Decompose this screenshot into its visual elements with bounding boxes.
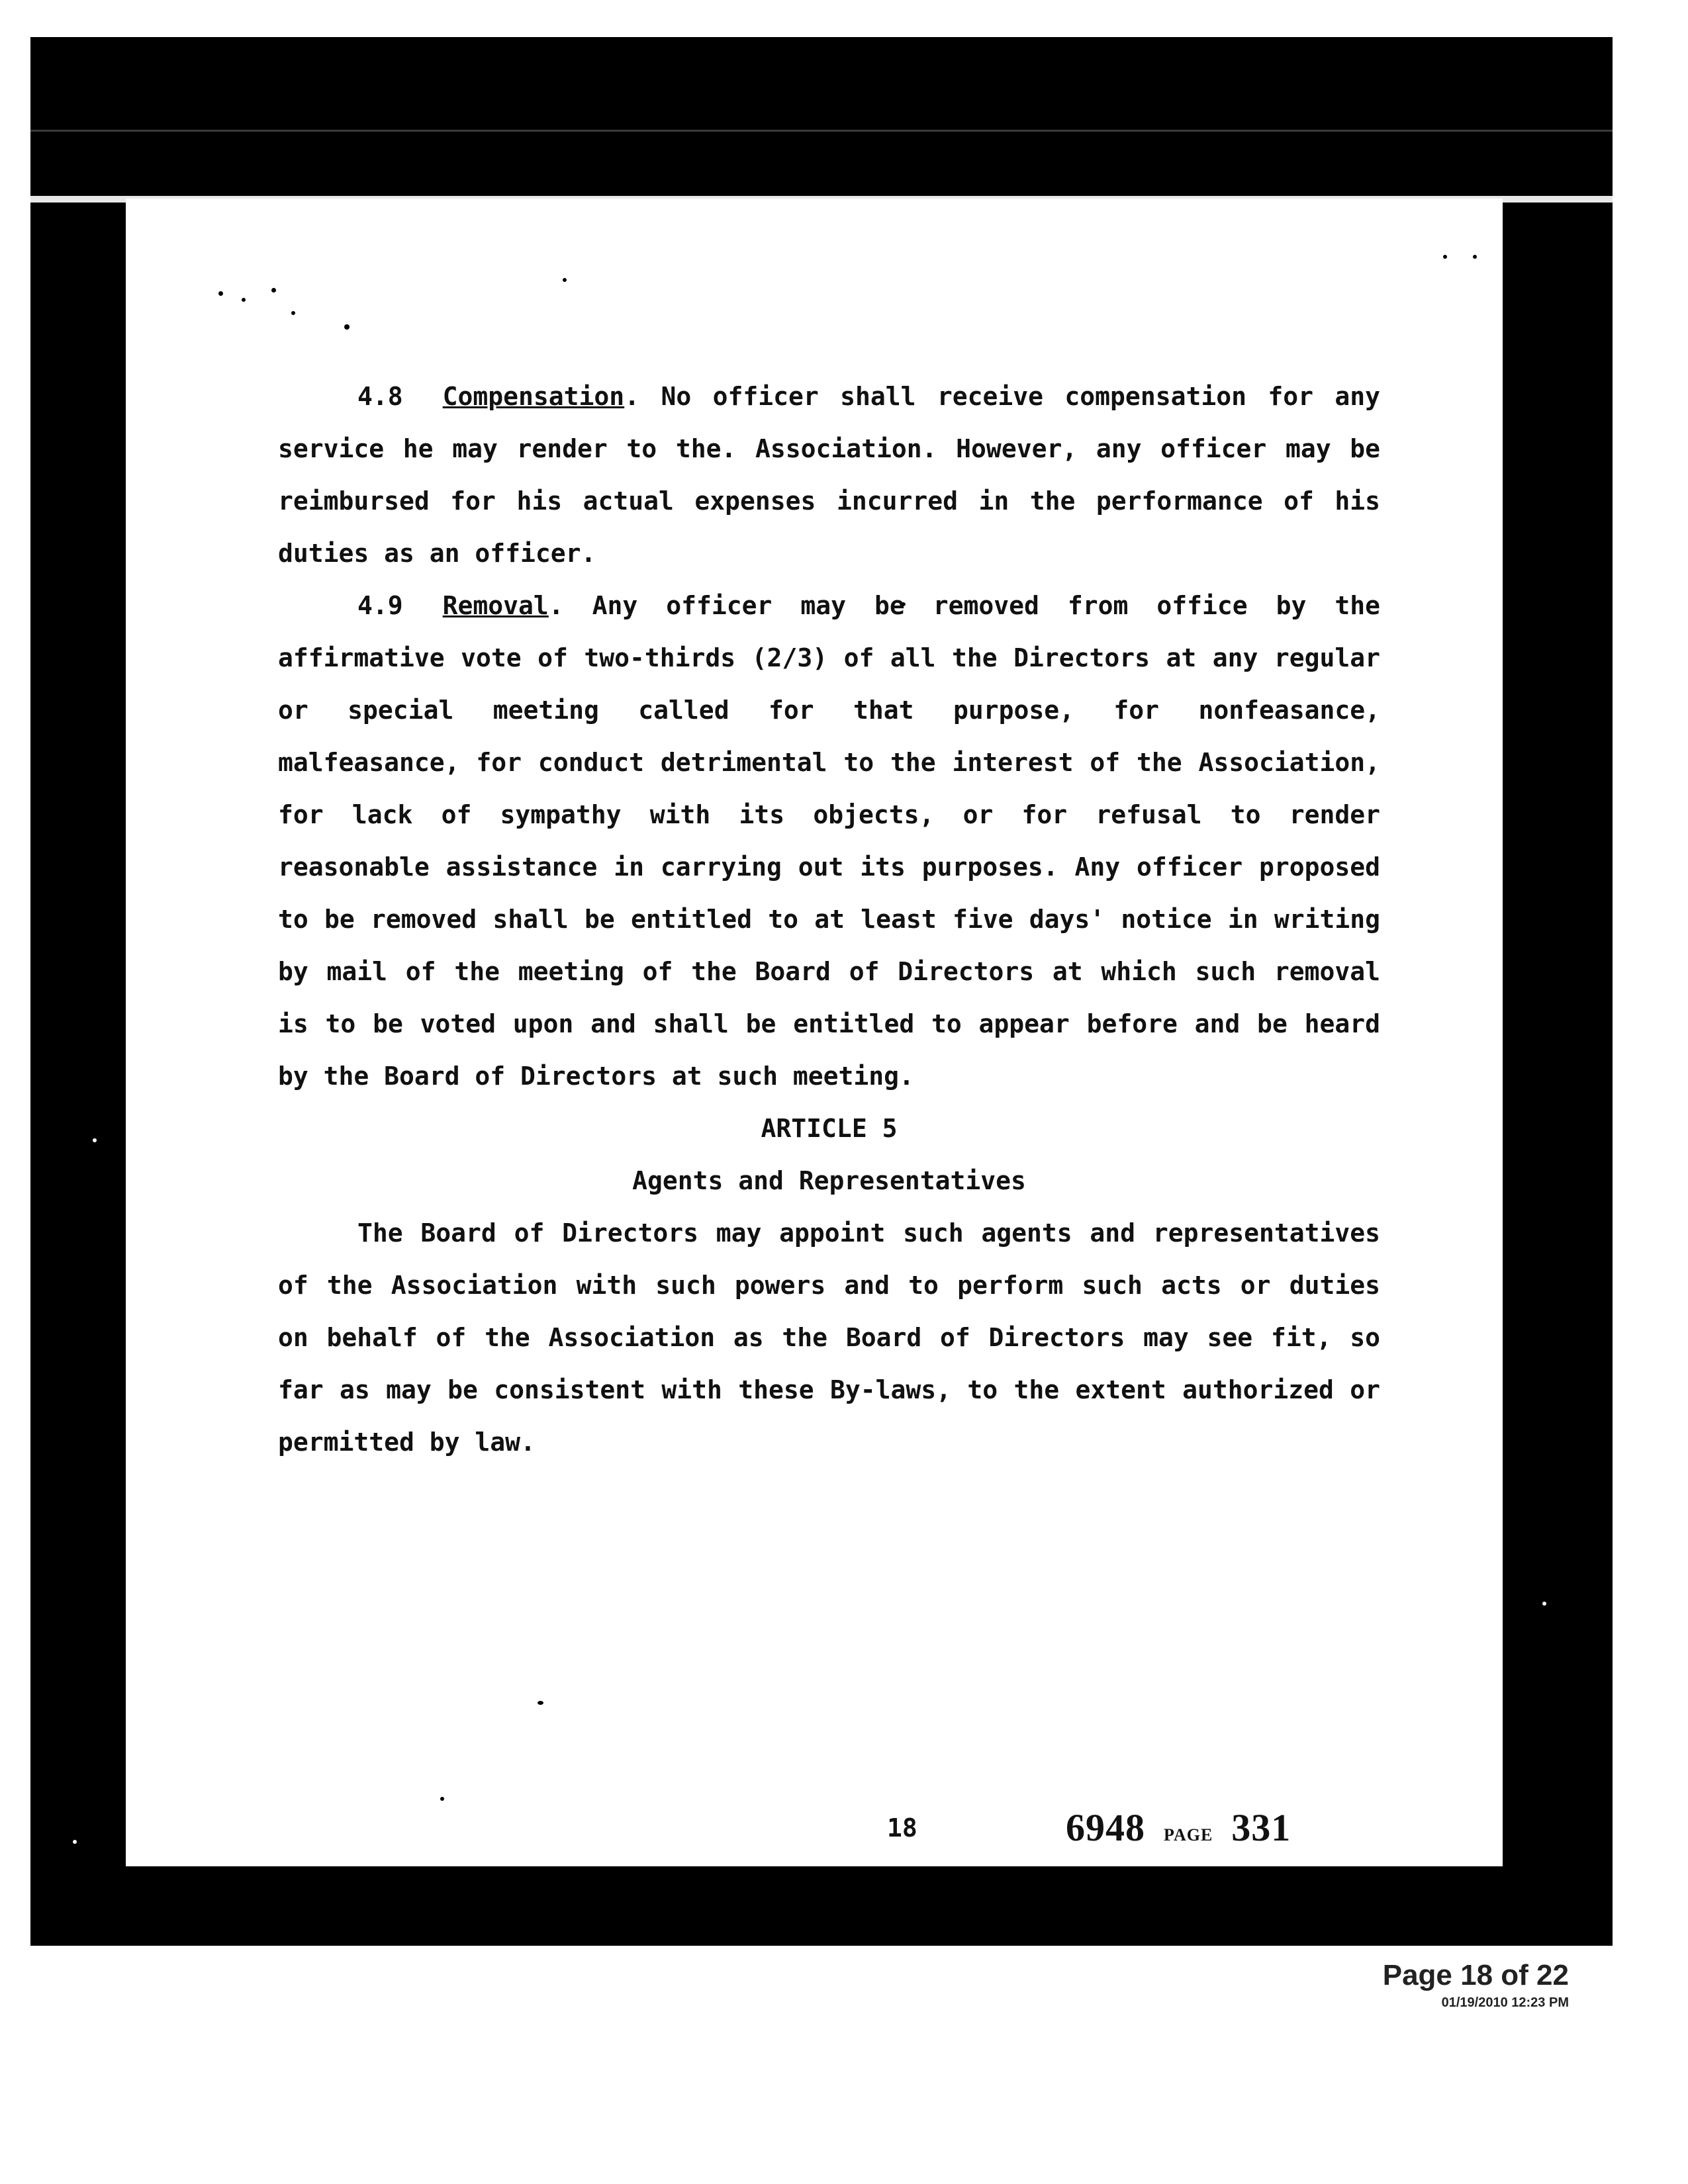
page-indicator: Page 18 of 22 (1382, 1959, 1569, 1991)
section-heading: Removal (442, 591, 549, 620)
document-body (278, 371, 1380, 1469)
article-label: ARTICLE 5 (761, 1114, 898, 1143)
scan-speck (73, 1840, 77, 1844)
scan-speck (1473, 255, 1477, 259)
scan-speck (344, 324, 350, 330)
article-title: Agents and Representatives (632, 1166, 1026, 1195)
scan-speck (900, 1876, 904, 1880)
scan-speck (218, 291, 223, 296)
section-text: . Any officer may be removed from office by the affirmative vote of two-thirds (2/3) of all the Directors at any regular or special meeting called for that purpose, for nonfeasance, malfeasance, for conduct detrimental to the interest of the Association, for lack of sympathy with its objects, or for refusal to render reasonable assistance in carrying out its purposes. Any officer proposed to be removed shall be entitled to at least five days' notice in writing by mail of the meeting of the Board of Directors at which such removal is to be voted upon and shall be entitled to appear before and be heard by the Board of Directors at such meeting. (278, 591, 1380, 1091)
scan-speck (271, 288, 276, 293)
section-text: . No officer shall receive compensation for any service he may render to the. Association. However, any officer may be reimbursed for his actual expenses incurred in the performance of his duties as an officer. (278, 382, 1380, 568)
footer-page-number: 18 (887, 1813, 917, 1843)
section-4-8 (278, 371, 1380, 580)
section-4-9 (278, 580, 1380, 1103)
article-text: The Board of Directors may appoint such agents and representatives of the Association with such powers and to perform such acts or duties on behalf of the Association as the Board of Directors may see fit, so far as may be consistent with these By-laws, to the extent authorized or permitted by law. (278, 1218, 1380, 1457)
scan-top-rule (30, 130, 1613, 132)
print-timestamp: 01/19/2010 12:23 PM (1441, 1995, 1569, 2010)
scan-speck (242, 298, 246, 302)
scan-speck (538, 1701, 543, 1705)
article-5-body (278, 1207, 1380, 1469)
scan-speck (440, 1797, 444, 1801)
book-number: 6948 (1066, 1806, 1145, 1849)
book-page-number: 331 (1231, 1806, 1291, 1849)
scan-speck (291, 311, 295, 315)
section-number: 4.8 (357, 382, 403, 411)
section-heading: Compensation (442, 382, 625, 411)
page-label: PAGE (1164, 1825, 1213, 1844)
scan-speck (1542, 1602, 1546, 1606)
section-number: 4.9 (357, 591, 403, 620)
book-page-stamp (1066, 1805, 1291, 1850)
scan-speck (93, 1138, 97, 1142)
scan-speck (1443, 255, 1447, 259)
scan-speck (563, 278, 567, 282)
